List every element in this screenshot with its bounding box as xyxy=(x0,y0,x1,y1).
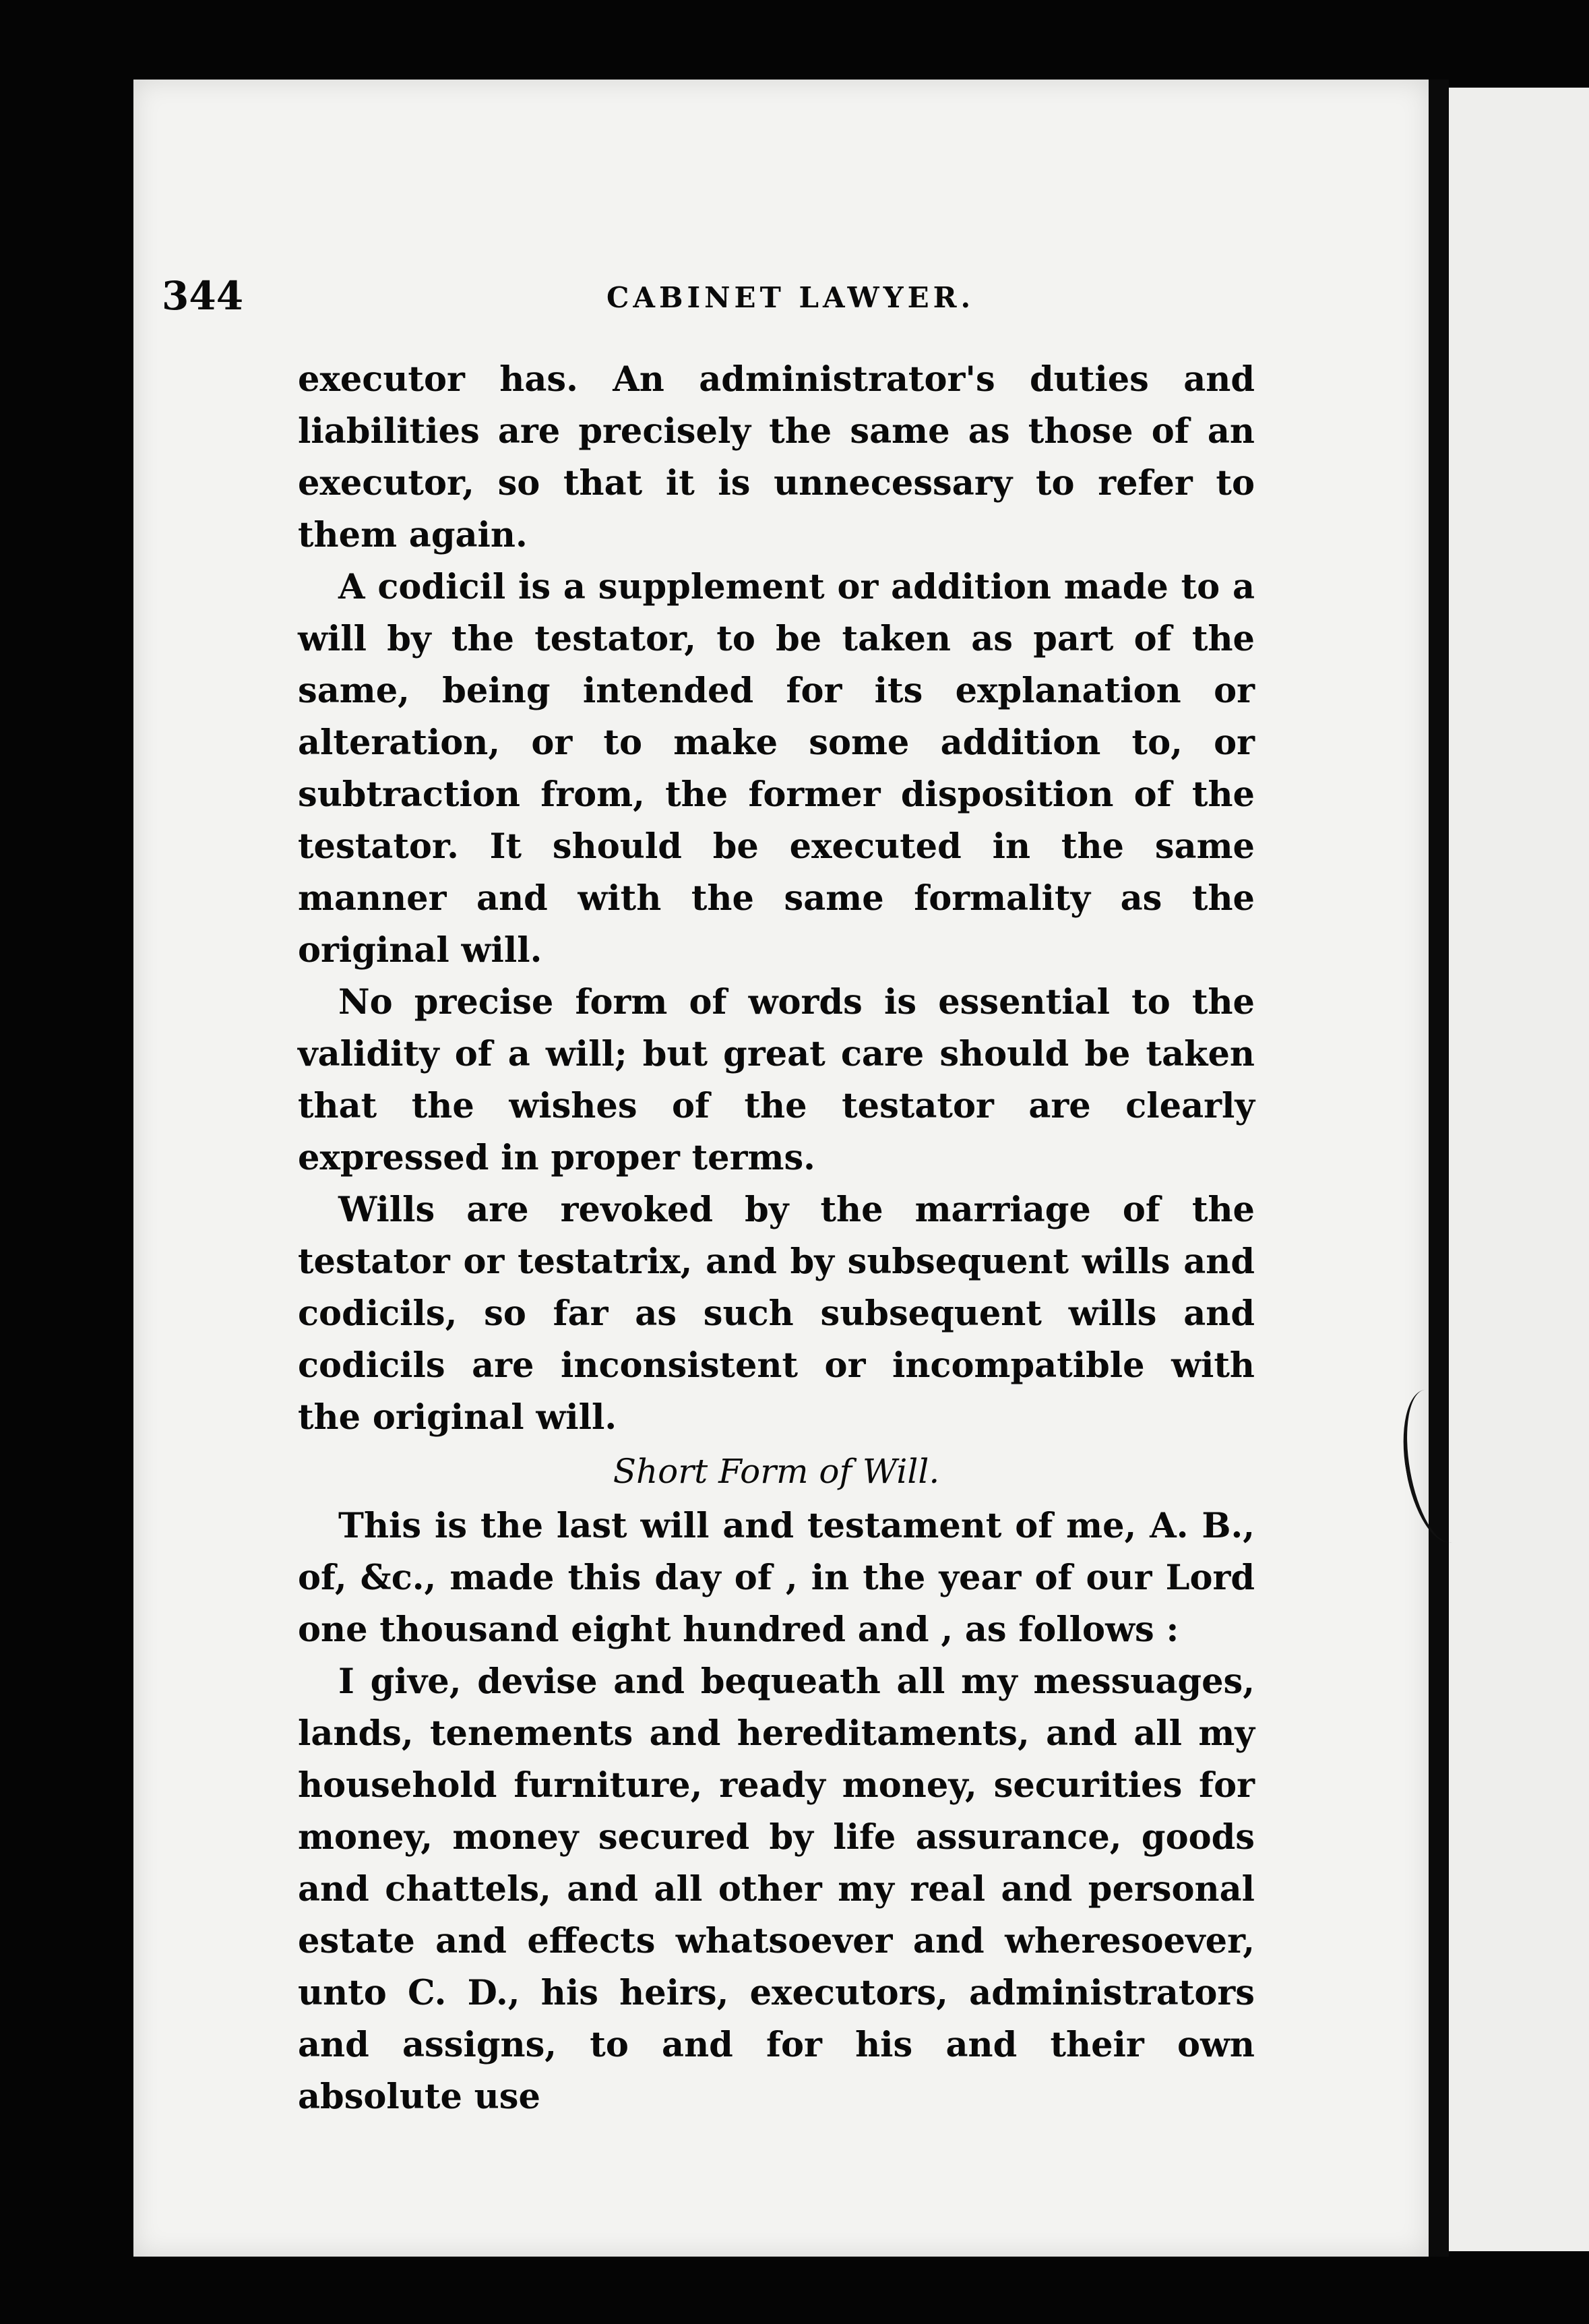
running-head: CABINET LAWYER. xyxy=(606,281,975,314)
binding-gutter xyxy=(1429,80,1449,2257)
paragraph: executor has. An administrator's duties and liabilities are precisely the same as those of an executor, so that it is unnecessary to refer to them again. xyxy=(298,359,1255,555)
paragraph: A codicil is a supplement or addition made to a will by the testator, to be taken as part of the same, being intended for its explanation or alteration, or to make some addition to, or subtraction from, the former disposition of the testator. It should be executed in the same manner and with the same formality as the original will. xyxy=(298,567,1255,971)
form-paragraph: This is the last will and testament of me, A. B., of, &c., made this day of , in the year of our Lord one thousand eight hundred and , as follows : xyxy=(298,1506,1255,1650)
page-header xyxy=(162,273,1253,327)
page-number: 344 xyxy=(162,273,244,319)
form-paragraph: I give, devise and bequeath all my messuages, lands, tenements and hereditaments, and all my household furniture, ready money, securities for money, money secured by life assurance, goods and chattels, and all other my real and personal estate and effects whatsoever and wheresoever, unto C. D., his heirs, executors, administrators and assigns, to and for his and their own absolute use xyxy=(298,1661,1255,2117)
facing-page-edge xyxy=(1449,88,1589,2251)
section-subheading: Short Form of Will. xyxy=(613,1452,940,1491)
page-body xyxy=(298,354,1255,2123)
paragraph: Wills are revoked by the marriage of the testator or testatrix, and by subsequent wills and codicils, so far as such subsequent wills and codicils are inconsistent or incompatible with the original will. xyxy=(298,1190,1255,1438)
paragraph: No precise form of words is essential to the validity of a will; but great care should be taken that the wishes of the testator are clearly expressed in proper terms. xyxy=(298,982,1255,1178)
